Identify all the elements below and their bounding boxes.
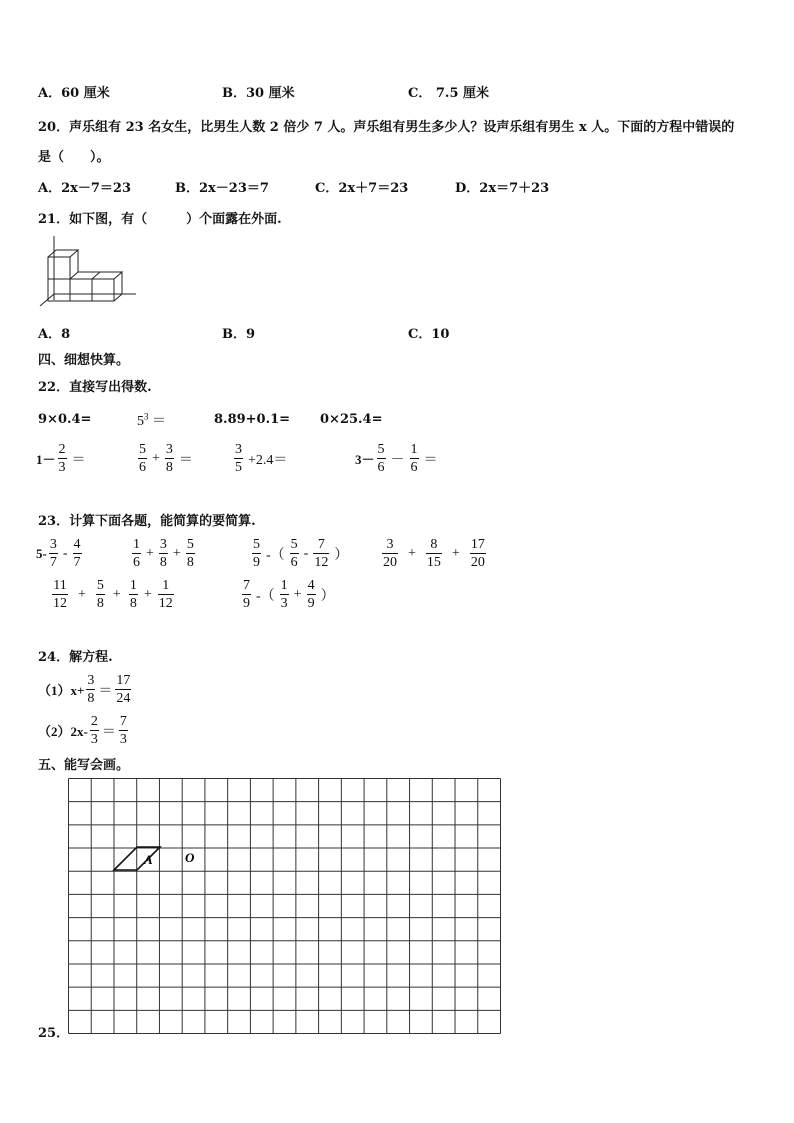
q23-expr-1: 5- $\frac{3}{7}$ - $\frac{4}{7}$: [36, 537, 81, 570]
point-label-o: O: [185, 850, 195, 865]
q22-item-8: 3－ $\frac{5}{6}$ － $\frac{1}{6}$ ＝: [355, 442, 438, 475]
q22-item-5: 1－ $\frac{2}{3}$ ＝: [36, 442, 86, 475]
q24-equation-1: （1）x+ $\frac{3}{8}$ ＝ $\frac{17}{24}$: [38, 673, 131, 706]
q20-option-d: D．2x＝7＋23: [455, 181, 550, 196]
q24-equation-2: （2）2x- $\frac{2}{3}$ ＝ $\frac{7}{3}$: [38, 714, 127, 747]
q22-item-2: $5^3$ ＝: [137, 411, 166, 429]
q22-item-6: $\frac{5}{6}$ + $\frac{3}{8}$ ＝: [139, 442, 193, 475]
q19-option-a: A．60 厘米: [38, 86, 110, 101]
q24-stem: 24．解方程.: [38, 650, 113, 665]
q23-expr-6: $\frac{7}{9}$ -（ $\frac{1}{3}$ + $\frac{4}{9}$ ）: [243, 578, 335, 611]
q22-item-7: $\frac{3}{5}$ +2.4＝: [235, 442, 288, 475]
q22-item-1: 9×0.4=: [38, 412, 92, 427]
q23-expr-4: $\frac{3}{20}$ + $\frac{8}{15}$ + $\frac{17}{20}$: [383, 537, 485, 570]
q21-option-c: C．10: [408, 327, 450, 342]
q20-option-a: A．2x－7＝23: [38, 181, 132, 196]
q20-stem-line2: 是（ ）。: [38, 150, 110, 165]
grid-svg: [68, 778, 501, 1034]
section-5-heading: 五、能写会画。: [38, 758, 130, 773]
q23-expr-3: $\frac{5}{9}$ -（ $\frac{5}{6}$ - $\frac{7}{12}$ ）: [253, 537, 349, 570]
cube-figure: [36, 232, 140, 310]
q23-stem: 23．计算下面各题，能简算的要简算.: [38, 514, 256, 529]
q22-stem: 22．直接写出得数.: [38, 380, 152, 395]
q21-option-b: B．9: [222, 327, 256, 342]
q23-expr-5: $\frac{11}{12}$ + $\frac{5}{8}$ + $\frac{1}{8}$ + $\frac{1}{12}$: [53, 578, 173, 611]
shape-label-a: A: [144, 852, 153, 867]
q25-grid: [68, 778, 501, 1034]
q22-item-3: 8.89+0.1=: [214, 412, 291, 427]
q20-option-c: C．2x＋7＝23: [315, 181, 409, 196]
q19-option-c: C． 7.5 厘米: [408, 86, 490, 101]
q20-stem-line1: 20．声乐组有 23 名女生，比男生人数 2 倍少 7 人。声乐组有男生多少人？设声乐组有男生 x 人。下面的方程中错误的: [38, 120, 735, 135]
q23-expr-2: $\frac{1}{6}$ + $\frac{3}{8}$ + $\frac{5}{8}$: [133, 537, 194, 570]
q19-option-b: B．30 厘米: [222, 86, 295, 101]
q21-stem: 21．如下图，有（ ）个面露在外面.: [38, 212, 282, 227]
q22-item-4: 0×25.4=: [320, 412, 383, 427]
q25-number: 25．: [38, 1026, 70, 1041]
q21-option-a: A．8: [38, 327, 71, 342]
q20-option-b: B．2x－23＝7: [175, 181, 269, 196]
section-4-heading: 四、细想快算。: [38, 353, 130, 368]
